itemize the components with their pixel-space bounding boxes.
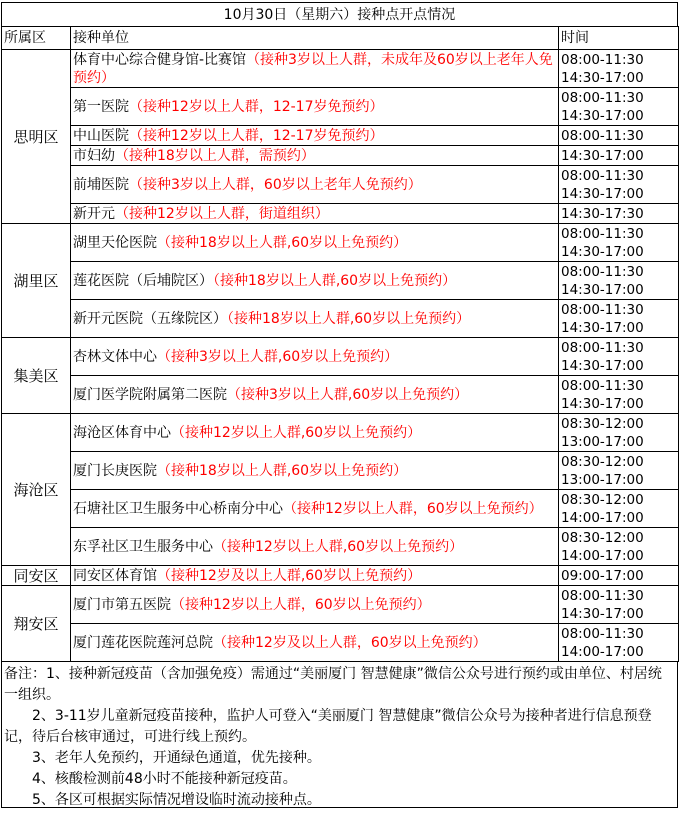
table-row xyxy=(2,528,679,566)
unit-eligibility-note: （接种12岁以上人群,60岁以上免预约） xyxy=(213,538,464,555)
unit-cell xyxy=(71,338,559,376)
unit-cell xyxy=(71,528,559,566)
unit-name: 杏林文体中心 xyxy=(73,348,157,365)
unit-cell xyxy=(71,490,559,528)
table-row xyxy=(2,586,679,624)
unit-eligibility-note: （接种18岁以上人群,60岁以上免预约） xyxy=(227,310,471,327)
district-cell: 同安区 xyxy=(2,566,71,586)
unit-cell xyxy=(71,224,559,262)
time-slot: 14:30-17:00 xyxy=(561,107,644,124)
remark-item: 备注：1、接种新冠疫苗（含加强免疫）需通过“美丽厦门 智慧健康”微信公众号进行预约或由单位、村居统一组织。 xyxy=(4,666,662,703)
page-title: 10月30日（星期六）接种点开点情况 xyxy=(1,2,678,26)
time-cell xyxy=(559,126,679,146)
time-slot: 08:30-12:00 xyxy=(561,415,644,432)
unit-cell xyxy=(71,624,559,662)
unit-name: 厦门长庚医院 xyxy=(73,462,157,479)
time-slot: 14:30-17:00 xyxy=(561,319,644,336)
time-cell xyxy=(559,300,679,338)
remarks xyxy=(1,662,678,808)
remark-item: 4、核酸检测前48小时不能接种新冠疫苗。 xyxy=(32,771,297,787)
time-cell xyxy=(559,490,679,528)
unit-name: 市妇幼 xyxy=(73,147,115,164)
time-slot: 08:00-11:30 xyxy=(561,167,644,184)
district-cell: 集美区 xyxy=(2,338,71,414)
unit-eligibility-note: （接种3岁以上人群,60岁以上免预约） xyxy=(227,386,469,403)
unit-name: 莲花医院（后埔院区） xyxy=(73,272,213,289)
time-cell xyxy=(559,262,679,300)
time-slot: 08:00-11:30 xyxy=(561,89,644,106)
remark-item: 3、老年人免预约，开通绿色通道，优先接种。 xyxy=(32,750,321,766)
unit-name: 东孚社区卫生服务中心 xyxy=(73,538,213,555)
district-cell: 翔安区 xyxy=(2,586,71,662)
time-cell xyxy=(559,586,679,624)
time-slot: 14:00-17:00 xyxy=(561,547,644,564)
unit-eligibility-note: （接种18岁以上人群,60岁以上免预约） xyxy=(157,462,408,479)
district-cell: 海沧区 xyxy=(2,414,71,566)
time-slot: 14:30-17:00 xyxy=(561,147,644,164)
table-row xyxy=(2,224,679,262)
time-slot: 14:00-17:00 xyxy=(561,643,644,660)
table-row xyxy=(2,300,679,338)
table-row xyxy=(2,126,679,146)
unit-cell xyxy=(71,50,559,88)
unit-cell xyxy=(71,566,559,586)
unit-cell xyxy=(71,204,559,224)
unit-eligibility-note: （接种18岁以上人群,60岁以上免预约） xyxy=(157,234,408,251)
time-cell xyxy=(559,204,679,224)
time-cell xyxy=(559,528,679,566)
time-cell xyxy=(559,50,679,88)
unit-name: 新开元 xyxy=(73,205,115,222)
table-row xyxy=(2,262,679,300)
unit-eligibility-note: （接种18岁以上人群，需预约） xyxy=(115,147,315,164)
unit-name: 海沧区体育中心 xyxy=(73,424,171,441)
unit-cell xyxy=(71,452,559,490)
time-cell xyxy=(559,452,679,490)
unit-name: 中山医院 xyxy=(73,127,129,144)
time-cell xyxy=(559,566,679,586)
time-slot: 08:00-11:30 xyxy=(561,339,644,356)
time-slot: 08:30-12:00 xyxy=(561,453,644,470)
table-body xyxy=(2,50,679,662)
time-slot: 14:30-17:00 xyxy=(561,243,644,260)
remark-item: 2、3-11岁儿童新冠疫苗接种，监护人可登入“美丽厦门 智慧健康”微信公众号为接种者进行信息预登记，待后台核审通过，可进行线上预约。 xyxy=(4,708,652,745)
remark-item: 5、各区可根据实际情况增设临时流动接种点。 xyxy=(32,792,321,808)
unit-cell xyxy=(71,126,559,146)
time-cell xyxy=(559,414,679,452)
unit-name: 前埔医院 xyxy=(73,176,129,193)
unit-cell xyxy=(71,300,559,338)
table-row xyxy=(2,414,679,452)
table-row xyxy=(2,146,679,166)
time-slot: 13:00-17:00 xyxy=(561,433,644,450)
unit-cell xyxy=(71,586,559,624)
unit-name: 湖里天伦医院 xyxy=(73,234,157,251)
unit-eligibility-note: （接种12岁以上人群，60岁以上免预约） xyxy=(283,500,543,517)
time-slot: 08:00-11:30 xyxy=(561,377,644,394)
table-row xyxy=(2,50,679,88)
unit-eligibility-note: （接种18岁以上人群,60岁以上免预约） xyxy=(213,272,457,289)
header-row xyxy=(2,27,679,50)
unit-eligibility-note: （接种12岁及以上人群,60岁以上免预约） xyxy=(157,567,422,584)
time-slot: 14:30-17:00 xyxy=(561,357,644,374)
table-row xyxy=(2,338,679,376)
table-row xyxy=(2,624,679,662)
unit-name: 厦门医学院附属第二医院 xyxy=(73,386,227,403)
unit-cell xyxy=(71,376,559,414)
unit-eligibility-note: （接种12岁以上人群，街道组织） xyxy=(115,205,329,222)
table-row xyxy=(2,566,679,586)
time-slot: 14:30-17:00 xyxy=(561,69,644,86)
time-slot: 14:30-17:00 xyxy=(561,185,644,202)
unit-cell xyxy=(71,146,559,166)
unit-name: 同安区体育馆 xyxy=(73,567,157,584)
table-row xyxy=(2,204,679,224)
table-row xyxy=(2,166,679,204)
unit-eligibility-note: （接种3岁以上人群,60岁以上免预约） xyxy=(157,348,399,365)
time-slot: 14:30-17:00 xyxy=(561,281,644,298)
time-slot: 13:00-17:00 xyxy=(561,471,644,488)
time-slot: 08:00-11:30 xyxy=(561,263,644,280)
unit-cell xyxy=(71,88,559,126)
unit-cell xyxy=(71,262,559,300)
time-cell xyxy=(559,166,679,204)
unit-eligibility-note: （接种12岁以上人群,60岁以上免预约） xyxy=(171,424,422,441)
schedule-sheet xyxy=(1,2,678,808)
time-cell xyxy=(559,146,679,166)
unit-name: 厦门莲花医院莲河总院 xyxy=(73,634,213,651)
time-slot: 08:30-12:00 xyxy=(561,491,644,508)
time-slot: 08:00-11:30 xyxy=(561,625,644,642)
time-cell xyxy=(559,624,679,662)
unit-eligibility-note: （接种3岁以上人群，60岁以上老年人免预约） xyxy=(129,176,422,193)
time-slot: 09:00-17:00 xyxy=(561,567,644,584)
time-slot: 08:30-12:00 xyxy=(561,529,644,546)
unit-eligibility-note: （接种12岁以上人群，12-17岁免预约） xyxy=(129,98,384,115)
unit-eligibility-note: （接种12岁及以上人群，60岁以上免预约） xyxy=(213,634,487,651)
table-row xyxy=(2,88,679,126)
unit-eligibility-note: （接种12岁以上人群，60岁以上免预约） xyxy=(171,596,431,613)
time-slot: 08:00-11:30 xyxy=(561,301,644,318)
time-slot: 14:00-17:00 xyxy=(561,509,644,526)
time-cell xyxy=(559,338,679,376)
time-cell xyxy=(559,88,679,126)
time-slot: 08:00-11:30 xyxy=(561,587,644,604)
time-slot: 14:30-17:00 xyxy=(561,395,644,412)
unit-name: 新开元医院（五缘院区） xyxy=(73,310,227,327)
header-time: 时间 xyxy=(559,27,679,50)
unit-name: 石塘社区卫生服务中心桥南分中心 xyxy=(73,500,283,517)
table-row xyxy=(2,490,679,528)
time-slot: 08:00-11:30 xyxy=(561,51,644,68)
unit-eligibility-note: （接种3岁以上人群，未成年及60岁以上老年人免预约） xyxy=(73,51,553,86)
schedule-table xyxy=(1,26,679,662)
district-cell: 思明区 xyxy=(2,50,71,224)
district-cell: 湖里区 xyxy=(2,224,71,338)
time-slot: 08:00-11:30 xyxy=(561,225,644,242)
time-slot: 08:00-11:30 xyxy=(561,127,644,144)
unit-name: 体育中心综合健身馆-比赛馆 xyxy=(73,51,247,68)
header-district: 所属区 xyxy=(2,27,71,50)
unit-cell xyxy=(71,166,559,204)
unit-name: 厦门市第五医院 xyxy=(73,596,171,613)
header-unit: 接种单位 xyxy=(71,27,559,50)
time-slot: 14:30-17:30 xyxy=(561,205,644,222)
unit-name: 第一医院 xyxy=(73,98,129,115)
time-cell xyxy=(559,224,679,262)
unit-cell xyxy=(71,414,559,452)
table-row xyxy=(2,452,679,490)
time-cell xyxy=(559,376,679,414)
time-slot: 14:30-17:00 xyxy=(561,605,644,622)
unit-eligibility-note: （接种12岁以上人群，12-17岁免预约） xyxy=(129,127,384,144)
table-row xyxy=(2,376,679,414)
